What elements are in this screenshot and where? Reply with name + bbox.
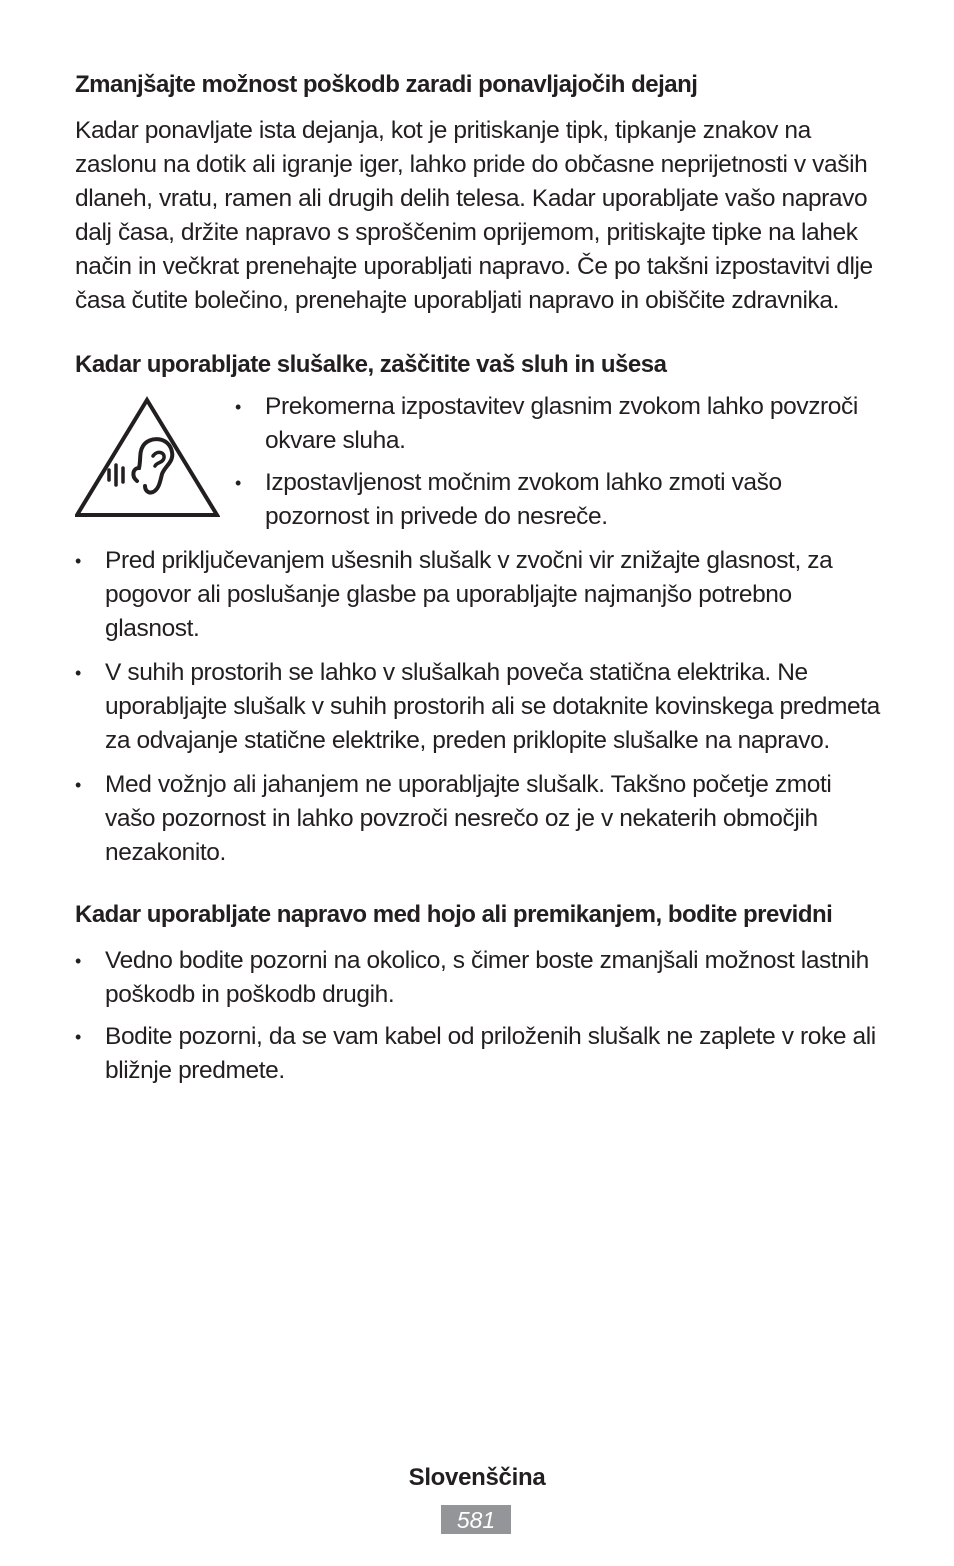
hearing-warning-icon xyxy=(75,396,220,521)
list-item: • Prekomerna izpostavitev glasnim zvokom lahko povzroči okvare sluha. xyxy=(235,390,880,458)
list-item: • Vedno bodite pozorni na okolico, s čimer boste zmanjšali možnost lastnih poškodb in poškodb drugih. xyxy=(75,944,880,1012)
headphone-bullet-list xyxy=(75,544,880,870)
list-item: • Bodite pozorni, da se vam kabel od priloženih slušalk ne zaplete v roke ali bližnje predmete. xyxy=(75,1020,880,1088)
warning-bullet-list xyxy=(235,390,880,534)
page-number: 581 xyxy=(441,1505,511,1534)
list-item: • V suhih prostorih se lahko v slušalkah poveča statična elektrika. Ne uporabljajte slušalk v suhih prostorih ali se dotaknite kovinskega predmeta za odvajanje statične elektrike, preden priklopite slušalke na napravo. xyxy=(75,656,880,758)
list-item: • Med vožnjo ali jahanjem ne uporabljajte slušalk. Takšno početje zmoti vašo pozornost in lahko povzroči nesrečo oz je v nekaterih območjih nezakonito. xyxy=(75,768,880,870)
footer-language: Slovenščina xyxy=(408,1464,546,1491)
hearing-warning-block xyxy=(75,390,880,534)
section-heading-headphones: Kadar uporabljate slušalke, zaščitite vaš sluh in ušesa xyxy=(75,351,667,378)
section-heading-walking: Kadar uporabljate napravo med hojo ali premikanjem, bodite previdni xyxy=(75,901,833,928)
section-heading-repetitive: Zmanjšajte možnost poškodb zaradi ponavljajočih dejanj xyxy=(75,71,698,98)
list-item: • Izpostavljenost močnim zvokom lahko zmoti vašo pozornost in privede do nesreče. xyxy=(235,466,880,534)
walking-bullet-list xyxy=(75,944,880,1088)
document-page xyxy=(75,68,880,1088)
paragraph-repetitive: Kadar ponavljate ista dejanja, kot je pritiskanje tipk, tipkanje znakov na zaslonu na dotik ali igranje iger, lahko pride do občasne neprijetnosti v vaših dlaneh, vratu, ramen ali drugih delih telesa. Kadar uporabljate vašo napravo dalj časa, držite napravo s sproščenim oprijemom, pritiskajte tipke na lahek način in večkrat prenehajte uporabljati napravo. Če po takšni izpostavitvi dlje časa čutite bolečino, prenehajte uporabljati napravo in obiščite zdravnika. xyxy=(75,117,873,314)
list-item: • Pred priključevanjem ušesnih slušalk v zvočni vir znižajte glasnost, za pogovor ali poslušanje glasbe pa uporabljajte najmanjšo potrebno glasnost. xyxy=(75,544,880,646)
